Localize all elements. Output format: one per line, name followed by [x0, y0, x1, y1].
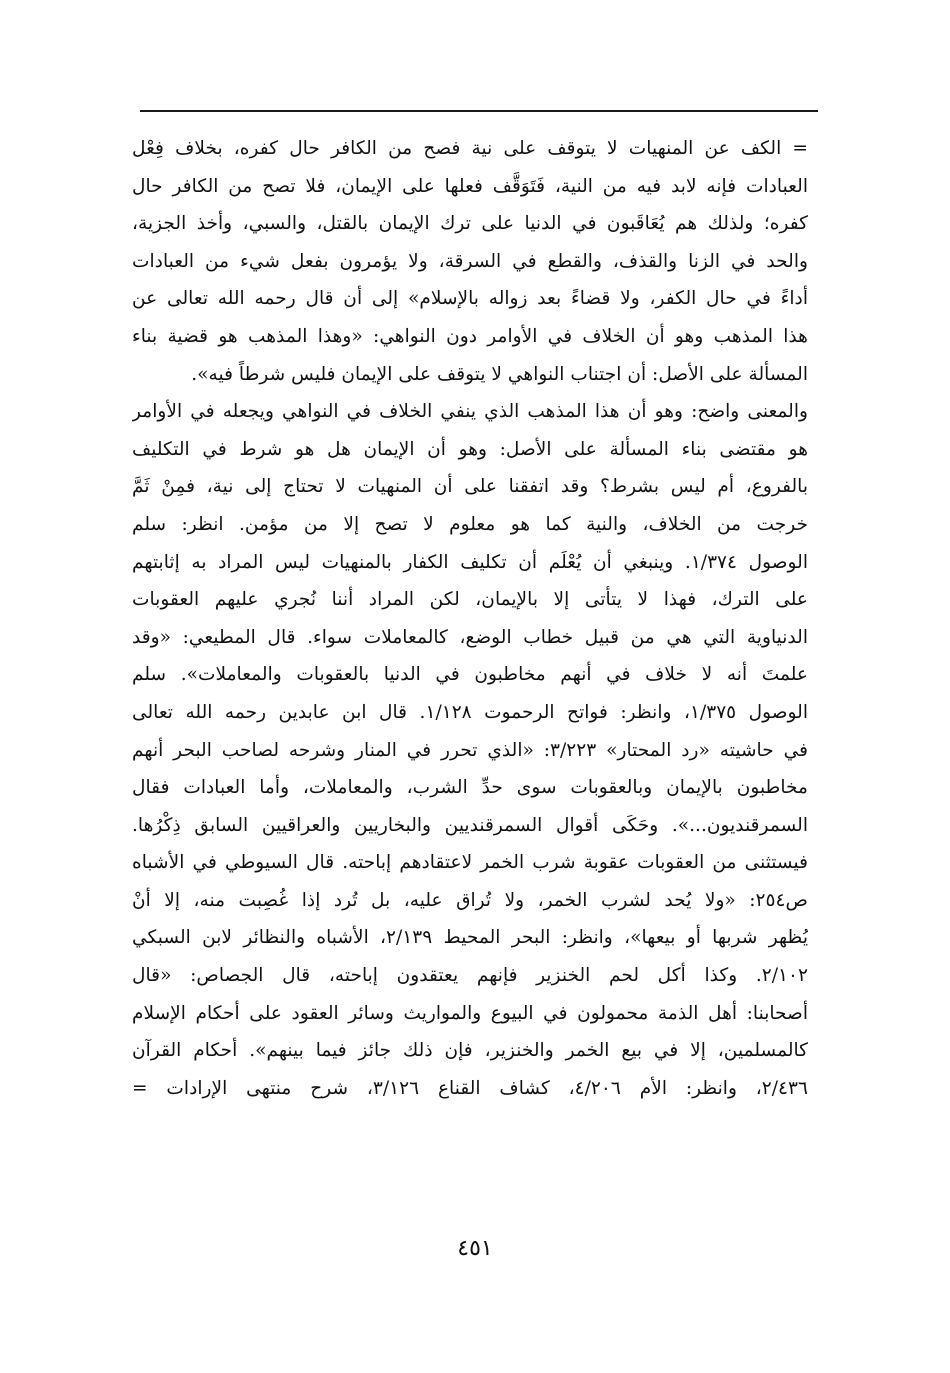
- footnote-text-block: [132, 130, 808, 1107]
- text-line: الوصول ١/٣٧٥، وانظر: فواتح الرحموت ١/١٢٨. قال ابن عابدين رحمه الله تعالى: [132, 701, 808, 723]
- text-line: السمرقنديون...». وحَكَى أقوال السمرقنديين والبخاريين والعراقيين السابق ذِكْرُها.: [132, 814, 808, 836]
- text-line: الدنياوية التي هي من قبيل خطاب الوضع، كالمعاملات سواء. قال المطيعي: «وقد: [132, 626, 808, 648]
- text-line: ص٢٥٤: «ولا يُحد لشرب الخمر، ولا تُراق عليه، بل تُرد إذا غُصِبت منه، إلا أنْ: [132, 889, 808, 911]
- text-line: الوصول ١/٣٧٤. وينبغي أن يُعْلَم أن تكليف الكفار بالمنهيات ليس المراد به إثابتهم: [132, 551, 808, 573]
- text-line: في حاشيته «رد المحتار» ٣/٢٢٣: «الذي تحرر في المنار وشرحه لصاحب البحر أنهم: [132, 739, 808, 761]
- text-line: خرجت من الخلاف، والنية كما هو معلوم لا تصح إلا من مؤمن. انظر: سلم: [132, 513, 808, 535]
- text-line: والمعنى واضح: وهو أن هذا المذهب الذي ينفي الخلاف في النواهي ويجعله في الأوامر: [132, 401, 808, 423]
- text-line: ٢/٤٣٦، وانظر: الأم ٤/٢٠٦، كشاف القناع ٣/١٢٦، شرح منتهى الإرادات =: [132, 1077, 808, 1099]
- page-number: ٤٥١: [457, 1236, 493, 1261]
- text-line: علمتَ أنه لا خلاف في أنهم مخاطبون في الدنيا بالعقوبات والمعاملات». سلم: [132, 664, 808, 686]
- text-line: بالفروع، أم ليس بشرط؟ وقد اتفقنا على أن المنهيات لا تحتاج إلى نية، فمِنْ ثَمَّ: [132, 476, 808, 498]
- text-line: فيستثنى من العقوبات عقوبة شرب الخمر لاعتقادهم إباحته. قال السيوطي في الأشباه: [132, 852, 808, 874]
- text-line: المسألة على الأصل: أن اجتناب النواهي لا يتوقف على الإيمان فليس شرطاً فيه».: [191, 363, 808, 385]
- text-line: أصحابنا: أهل الذمة محمولون في البيوع والمواريث وسائر العقود على أحكام الإسلام: [132, 1002, 808, 1024]
- text-line: هو مقتضى بناء المسألة على الأصل: وهو أن الإيمان هل هو شرط في التكليف: [132, 438, 808, 460]
- footnote-separator-rule: [140, 110, 818, 112]
- text-line: العبادات فإنه لابد فيه من النية، فَتَوَقَّف فعلها على الإيمان، فلا تصح من الكافر حال: [132, 175, 808, 197]
- text-line: مخاطبون بالإيمان وبالعقوبات سوى حدِّ الشرب، والمعاملات، وأما العبادات فقال: [132, 777, 808, 799]
- text-line: هذا المذهب وهو أن الخلاف في الأوامر دون النواهي: «وهذا المذهب هو قضية بناء: [132, 325, 808, 347]
- text-line: ٢/١٠٢. وكذا أكل لحم الخنزير فإنهم يعتقدون إباحته، قال الجصاص: «قال: [132, 965, 808, 987]
- text-line: = الكف عن المنهيات لا يتوقف على نية فصح من الكافر حال كفره، بخلاف فِعْل: [132, 138, 808, 159]
- text-line: أداءً في حال الكفر، ولا قضاءً بعد زواله بالإسلام» إلى أن قال رحمه الله تعالى عن: [132, 288, 808, 310]
- text-line: يُظهر شربها أو بيعها»، وانظر: البحر المحيط ٢/١٣٩، الأشباه والنظائر لابن السبكي: [132, 927, 808, 949]
- text-line: كالمسلمين، إلا في بيع الخمر والخنزير، فإن ذلك جائز فيما بينهم». أحكام القرآن: [132, 1040, 808, 1062]
- text-line: والحد في الزنا والقذف، والقطع في السرقة، ولا يؤمرون بفعل شيء من العبادات: [132, 250, 808, 272]
- text-line: على الترك، فهذا لا يتأتى إلا بالإيمان، لكن المراد أننا نُجري عليهم العقوبات: [132, 589, 808, 611]
- text-line: كفره؛ ولذلك هم يُعَاقَبون في الدنيا على ترك الإيمان بالقتل، والسبي، وأخذ الجزية،: [132, 213, 808, 235]
